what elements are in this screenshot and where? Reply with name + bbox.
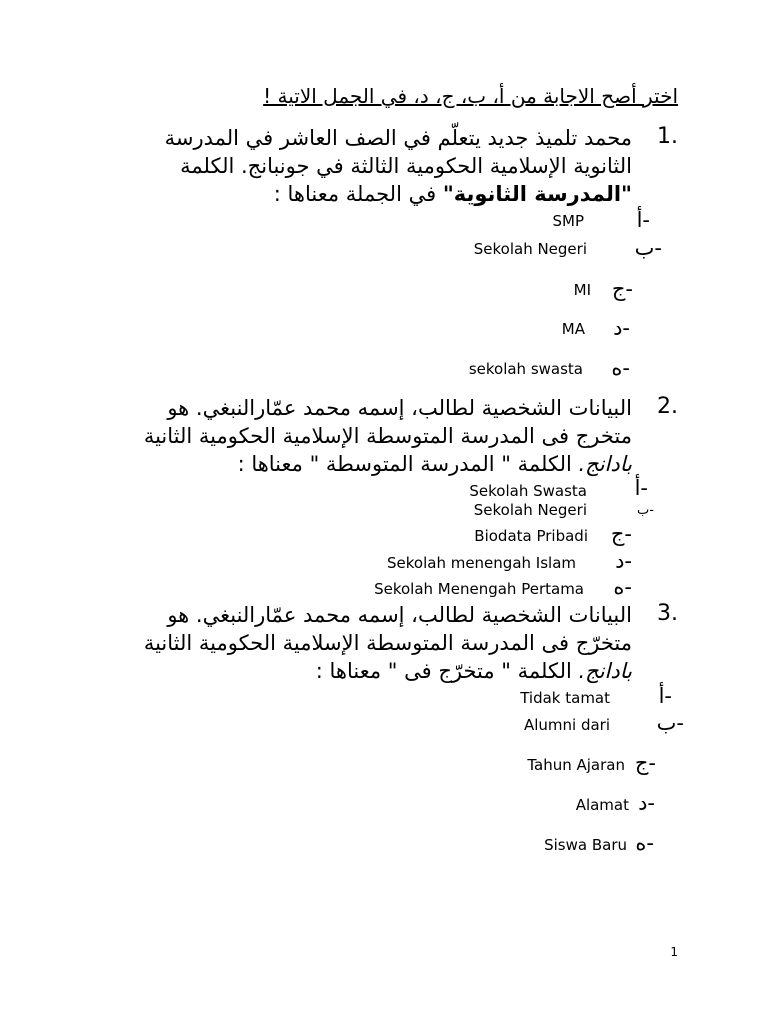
question-2-line-2: متخرج فى المدرسة المتوسطة الإسلامية الحكومية الثانية <box>143 424 632 448</box>
q3-option-b-marker: ب- <box>656 711 684 735</box>
page-number: 1 <box>670 945 678 959</box>
q2-option-d-marker: د- <box>615 549 632 573</box>
question-1-line-2: الثانوية الإسلامية الحكومية الثالثة في جونبانج. الكلمة <box>180 154 632 178</box>
q1-option-a-marker: أ- <box>636 208 650 232</box>
question-3-place: بادانج. <box>578 659 632 683</box>
question-1-number: 1. <box>657 124 678 149</box>
q1-option-a-text: SMP <box>552 212 584 230</box>
q1-option-e-marker: ه- <box>611 356 630 380</box>
question-1-line-1: محمد تلميذ جديد يتعلّم في الصف العاشر في المدرسة <box>164 126 632 150</box>
q1-option-d-text: MA <box>561 320 585 338</box>
q3-option-e-marker: ه- <box>635 831 654 855</box>
q1-option-c-text: MI <box>573 281 591 299</box>
question-3-number: 3. <box>657 601 678 626</box>
q2-option-a-text: Sekolah Swasta <box>469 482 587 500</box>
question-3-line-3 <box>316 657 632 685</box>
q3-option-c-text: Tahun Ajaran <box>527 756 625 774</box>
question-1-line-3 <box>274 180 632 208</box>
q1-option-e-text: sekolah swasta <box>468 360 583 378</box>
question-1-term: "المدرسة الثانوية" <box>442 182 632 206</box>
q2-option-c-text: Biodata Pribadi <box>474 527 588 545</box>
question-2-suffix: الكلمة " المدرسة المتوسطة " معناها : <box>237 452 579 476</box>
q2-option-b-marker: ب- <box>637 503 654 518</box>
q2-option-e-text: Sekolah Menengah Pertama <box>374 580 584 598</box>
q2-option-c-marker: ج- <box>610 522 632 546</box>
q3-option-b-text: Alumni dari <box>523 716 610 734</box>
question-2-line-1: البيانات الشخصية لطالب، إسمه محمد عمّارالنبغي. هو <box>167 396 632 420</box>
q3-option-c-marker: ج- <box>634 751 656 775</box>
q1-option-c-marker: ج- <box>611 277 633 301</box>
question-3-line-1: البيانات الشخصية لطالب، إسمه محمد عمّارالنبغي. هو <box>167 603 632 627</box>
q3-option-a-text: Tidak tamat <box>520 689 610 707</box>
question-2-place: بادانج. <box>578 452 632 476</box>
question-2-line-3 <box>238 450 632 478</box>
q3-option-d-marker: د- <box>638 791 655 815</box>
q3-option-a-marker: أ- <box>658 684 672 708</box>
question-3-line-2: متخرّج فى المدرسة المتوسطة الإسلامية الحكومية الثانية <box>143 631 632 655</box>
q2-option-d-text: Sekolah menengah Islam <box>387 554 576 572</box>
q1-option-d-marker: د- <box>613 316 630 340</box>
q1-option-b-text: Sekolah Negeri <box>473 240 587 258</box>
q1-option-b-marker: ب- <box>634 236 662 260</box>
q2-option-a-marker: أ- <box>634 476 648 500</box>
q2-option-b-text: Sekolah Negeri <box>473 501 587 519</box>
instruction-heading: اختر أصح الاجابة من أ، ب، ج، د، في الجمل الاتية ! <box>263 84 678 108</box>
q2-option-e-marker: ه- <box>613 575 632 599</box>
question-1-suffix: في الجملة معناها : <box>273 182 443 206</box>
q3-option-e-text: Siswa Baru <box>544 836 627 854</box>
question-3-suffix: الكلمة " متخرّج فى " معناها : <box>315 659 579 683</box>
q3-option-d-text: Alamat <box>575 796 629 814</box>
question-2-number: 2. <box>657 394 678 419</box>
